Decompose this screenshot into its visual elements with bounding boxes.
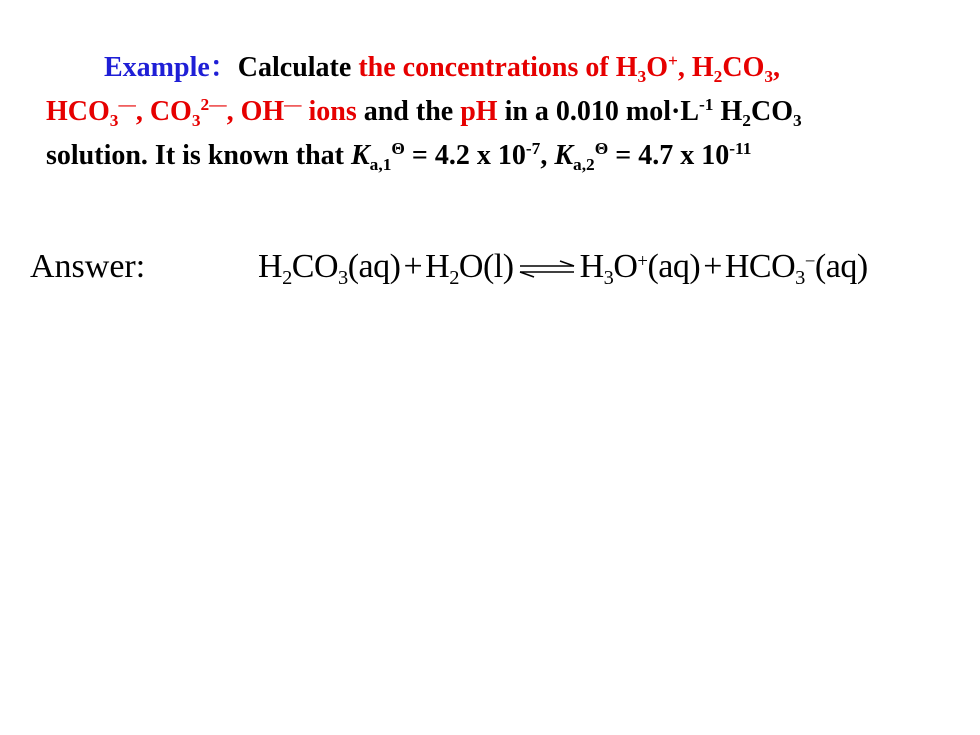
separator: ,: [773, 52, 781, 83]
separator: ,: [135, 96, 150, 127]
calculate-word: Calculate: [237, 52, 352, 83]
ka2-expression: $K_{a,2}^\Theta = 4.7$ x $10^{-11}$: [554, 139, 752, 174]
separator: ,: [226, 96, 241, 127]
problem-line-1: [46, 46, 946, 90]
ka1-expression: $K_{a,1}^\Theta = 4.2$ x $10^{-7}$: [350, 139, 541, 174]
example-label: Example：: [104, 52, 238, 83]
hydroxide-formula: OH—: [240, 95, 302, 127]
reactant-carbonic-acid: $H_2CO_3(aq)$: [258, 248, 401, 289]
answer-label: Answer:: [30, 248, 146, 285]
concentration-text: in a 0.010 $mol\cdot L^{-1}$ $H_2CO_3$: [497, 95, 802, 130]
separator: ,: [677, 52, 692, 83]
and-the-text: and the: [356, 96, 461, 127]
plus-sign: +: [703, 248, 722, 285]
product-bicarbonate: $HCO_3^-(aq)$: [724, 248, 868, 289]
ions-word: ions: [301, 96, 357, 127]
answer-row: [30, 242, 970, 292]
example-problem: [46, 46, 946, 178]
separator: ,: [540, 140, 555, 171]
bicarbonate-formula: $HCO_3^—$: [46, 95, 136, 130]
hydronium-formula: $H_3O^+$: [615, 51, 678, 86]
product-hydronium: $H_3O^+(aq)$: [579, 248, 701, 289]
equilibrium-arrow-icon: [516, 259, 578, 279]
plus-sign: +: [403, 248, 423, 285]
problem-line-3: [46, 134, 946, 178]
ph-word: pH: [460, 96, 498, 127]
problem-line-2: [46, 90, 946, 134]
ionization-equation: [258, 242, 868, 292]
reactant-water: $H_2O(l)$: [425, 248, 514, 289]
carbonate-formula: $CO_3^{2—}$: [149, 95, 227, 130]
known-text: solution. It is known that: [46, 140, 351, 171]
concentrations-phrase: the concentrations of: [358, 52, 609, 83]
carbonic-acid-formula: $H_2CO_3$: [691, 52, 774, 86]
